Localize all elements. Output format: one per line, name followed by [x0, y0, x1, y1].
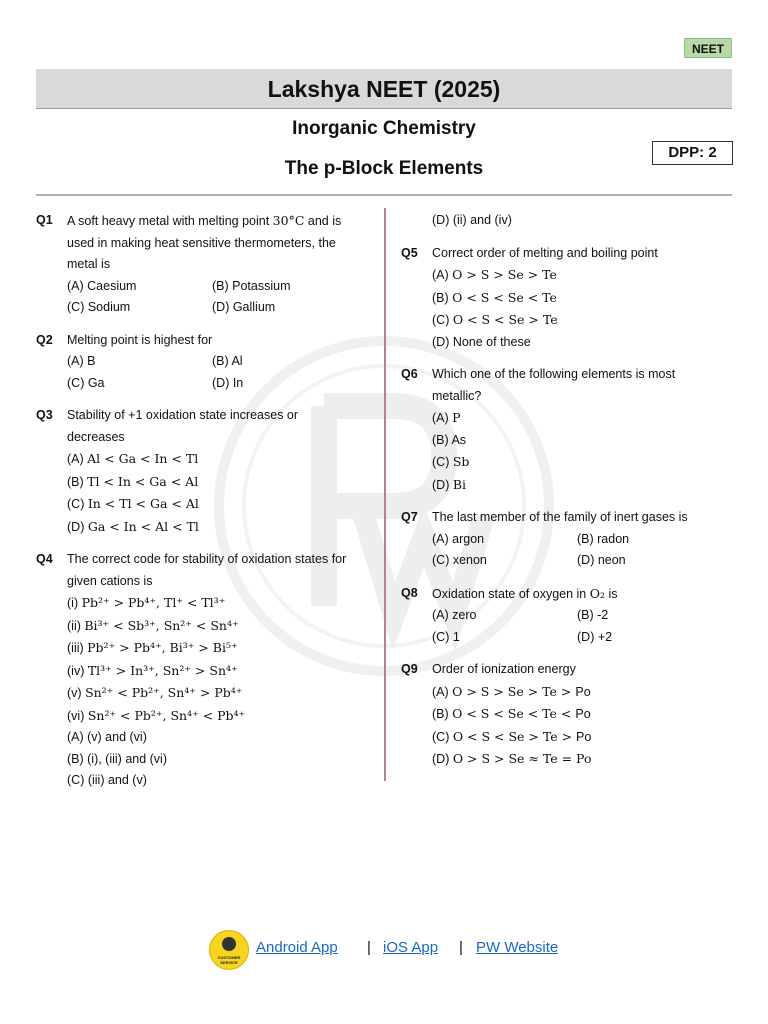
option: (C) O < S < Se > Te > Po	[432, 728, 592, 744]
statement: (i) Pb²⁺ > Pb⁴⁺, Tl⁺ < Tl³⁺	[67, 595, 226, 610]
options	[67, 448, 356, 538]
pw-website-link[interactable]: PW Website	[476, 939, 559, 956]
option: (B) Al	[212, 354, 243, 368]
question-number: Q8	[401, 585, 418, 600]
question-number: Q6	[401, 367, 418, 381]
chapter-heading: The p-Block Elements	[284, 158, 484, 179]
customer-service-label: CUSTOMER SERVICE	[217, 955, 241, 965]
question-4	[36, 549, 356, 792]
question-number: Q5	[401, 245, 418, 260]
question-text: Oxidation state of oxygen in O₂ is	[432, 585, 618, 601]
option: (D) +2	[577, 629, 613, 644]
option: (D) O > S > Se ≈ Te = Po	[432, 751, 592, 766]
question-7	[401, 507, 721, 572]
option: (C) In < Tl < Ga < Al	[67, 496, 199, 511]
statement: (iii) Pb²⁺ > Pb⁴⁺, Bi³⁺ > Bi⁵⁺	[67, 640, 238, 655]
options	[432, 529, 721, 572]
options	[432, 681, 721, 771]
option: (B) radon	[577, 531, 630, 546]
footer	[0, 930, 768, 970]
question-text: A soft heavy metal with melting point 30°C and is used in making heat sensitive thermometers, the metal is	[67, 213, 342, 271]
left-column	[36, 210, 356, 803]
footer-separator: |	[367, 939, 371, 956]
subject-heading: Inorganic Chemistry	[292, 118, 476, 139]
option: (A) O > S > Se > Te > Po	[432, 683, 591, 699]
option: (C) Ga	[67, 375, 105, 390]
question-3	[36, 405, 356, 538]
option: (D) Gallium	[212, 300, 276, 314]
option: (D) None of these	[432, 334, 531, 349]
option: (B) Potassium	[212, 278, 291, 293]
question-9	[401, 659, 721, 771]
question-text: Stability of +1 oxidation state increases or decreases	[67, 408, 299, 444]
option: (D) (ii) and (iv)	[432, 213, 512, 227]
column-divider	[384, 208, 386, 781]
option: (A) Al < Ga < In < Tl	[67, 451, 199, 466]
header-divider	[36, 194, 732, 196]
question-6	[401, 364, 721, 496]
ios-app-link[interactable]: iOS App	[383, 939, 439, 956]
options	[67, 276, 356, 319]
right-column	[401, 210, 721, 782]
question-text: Order of ionization energy	[432, 662, 576, 676]
question-text: Which one of the following elements is most metallic?	[432, 367, 676, 403]
statement: (v) Sn²⁺ < Pb²⁺, Sn⁴⁺ > Pb⁴⁺	[67, 685, 243, 700]
statement: (vi) Sn²⁺ < Pb²⁺, Sn⁴⁺ < Pb⁴⁺	[67, 707, 246, 723]
options	[67, 351, 356, 394]
question-8	[401, 583, 721, 649]
question-1	[36, 210, 356, 319]
options	[67, 727, 356, 792]
page-title: Lakshya NEET (2025)	[36, 69, 732, 109]
option: (C) (iii) and (v)	[67, 773, 147, 787]
option: (D) Bi	[432, 476, 467, 492]
option: (C) Sodium	[67, 300, 131, 314]
question-text: Melting point is highest for	[67, 332, 213, 347]
question-5	[401, 243, 721, 354]
question-number: Q2	[36, 332, 53, 347]
option: (C) Sb	[432, 454, 470, 469]
statement: (ii) Bi³⁺ < Sb³⁺, Sn²⁺ < Sn⁴⁺	[67, 617, 239, 633]
question-2	[36, 330, 356, 395]
question-number: Q9	[401, 662, 418, 676]
customer-service-icon[interactable]	[209, 930, 249, 970]
headset-icon	[222, 937, 236, 951]
option: (A) (v) and (vi)	[67, 730, 147, 744]
option: (D) neon	[577, 553, 626, 567]
statement: (iv) Tl³⁺ > In³⁺, Sn²⁺ > Sn⁴⁺	[67, 662, 238, 678]
question-text: The correct code for stability of oxidation states for given cations is	[67, 552, 347, 588]
option: (C) O < S < Se > Te	[432, 312, 558, 327]
dpp-label: DPP: 2	[652, 141, 733, 165]
option: (A) O > S > Se > Te	[432, 267, 557, 282]
statements	[67, 592, 356, 727]
option: (B) As	[432, 432, 467, 447]
option: (C) xenon	[432, 553, 487, 567]
option: (B) (i), (iii) and (vi)	[67, 751, 167, 766]
question-text: Correct order of melting and boiling point	[432, 245, 658, 260]
option: (A) argon	[432, 531, 485, 546]
footer-separator: |	[459, 939, 463, 956]
question-number: Q1	[36, 213, 53, 227]
question-number: Q3	[36, 408, 53, 422]
option: (A) B	[67, 354, 96, 368]
neet-badge: NEET	[684, 38, 732, 58]
option: (A) P	[432, 410, 461, 425]
option: (B) O < S < Se < Te < Po	[432, 706, 591, 721]
option: (D) Ga < In < Al < Tl	[67, 518, 199, 534]
options	[432, 264, 721, 353]
option: (B) -2	[577, 608, 609, 622]
option: (B) O < S < Se < Te	[432, 289, 557, 305]
options	[432, 407, 721, 496]
question-number: Q4	[36, 552, 53, 566]
question-4-continued	[401, 210, 721, 232]
android-app-link[interactable]: Android App	[256, 939, 338, 956]
question-text: The last member of the family of inert gases is	[432, 510, 688, 524]
options	[432, 605, 721, 648]
option: (B) Tl < In < Ga < Al	[67, 473, 199, 489]
option: (D) In	[212, 375, 244, 390]
question-number: Q7	[401, 510, 418, 524]
option: (A) Caesium	[67, 278, 137, 293]
option: (A) zero	[432, 608, 477, 622]
option: (C) 1	[432, 629, 460, 644]
